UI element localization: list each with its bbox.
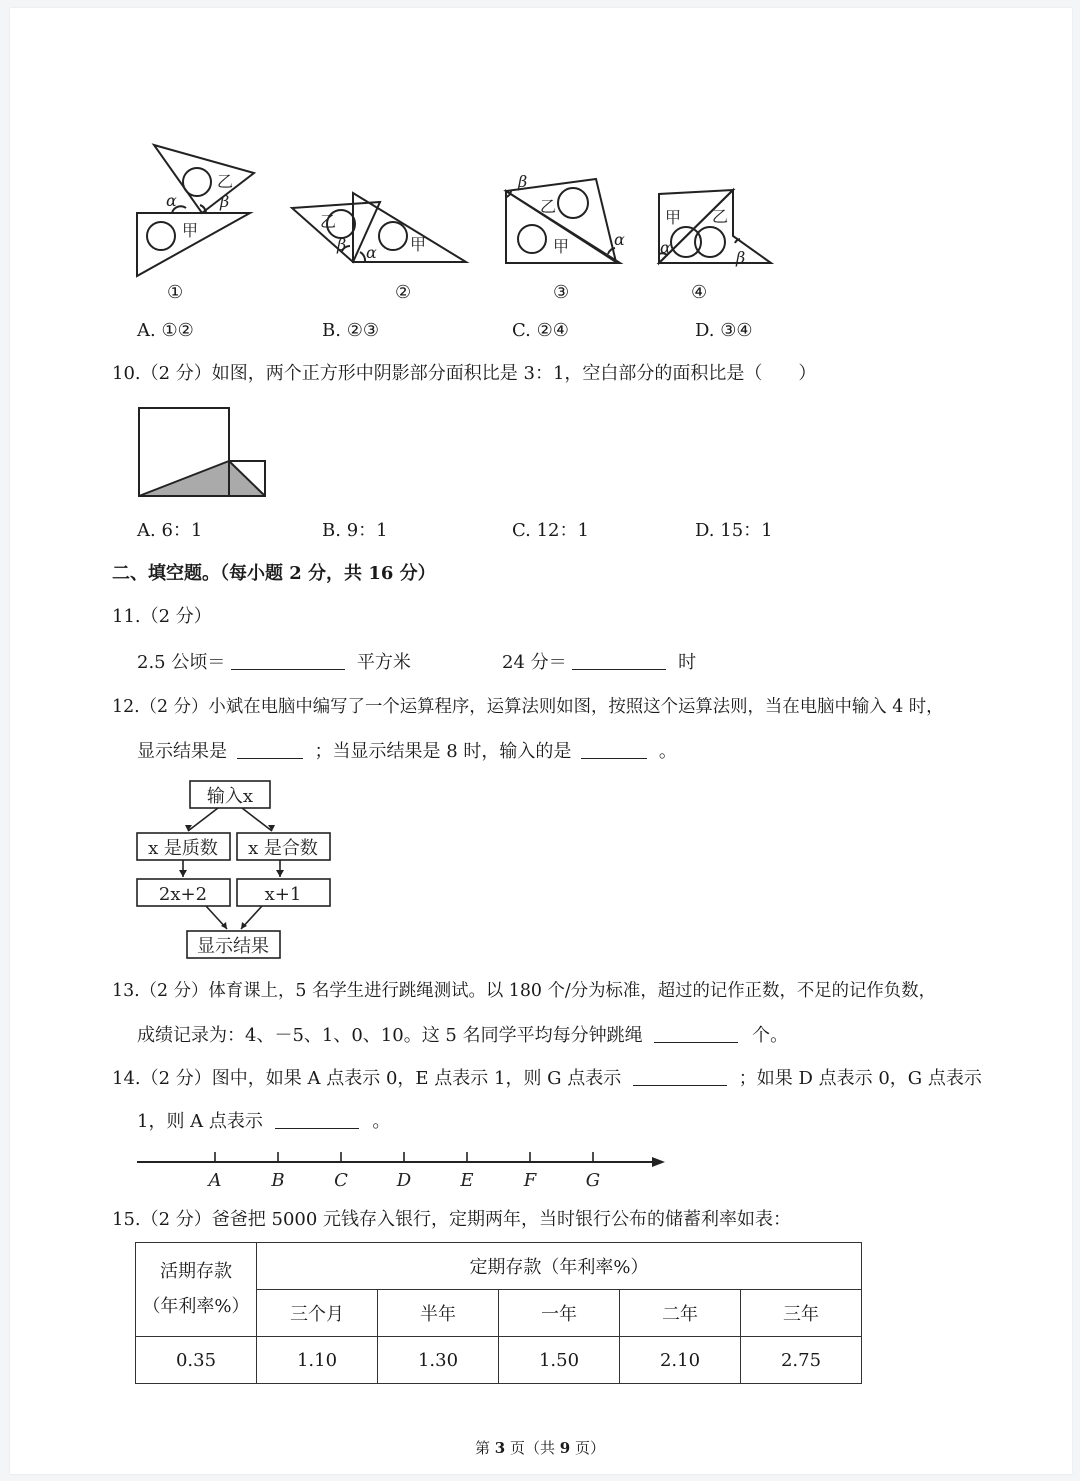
q10-option-b[interactable] xyxy=(322,522,388,540)
option-letter: D. xyxy=(695,320,715,341)
q12-line2-mid: ；当显示结果是 8 时，输入的是 xyxy=(314,741,572,762)
option-text: ②③ xyxy=(346,320,379,341)
q13-blank[interactable] xyxy=(654,1026,738,1043)
option-text: ①② xyxy=(161,320,194,341)
q12-line1: 12.（2 分）小斌在电脑中编写了一个运算程序，运算法则如图，按照这个运算法则，当在电脑中输入 4 时， xyxy=(112,697,944,717)
q12-line2 xyxy=(137,742,677,761)
q11-part1-unit: 平方米 xyxy=(356,652,411,673)
term-header: 三年 xyxy=(741,1290,862,1337)
term-header: 三个月 xyxy=(257,1290,378,1337)
number-line-point-label: C xyxy=(334,1170,348,1191)
q9-figure-4 xyxy=(659,190,771,267)
option-text: 6：1 xyxy=(161,520,203,541)
q13-line2 xyxy=(137,1026,788,1045)
q10-squares-figure xyxy=(135,404,270,501)
q9-option-a[interactable] xyxy=(137,322,194,340)
q11-part1-prefix: 2.5 公顷＝ xyxy=(137,652,226,673)
option-letter: A. xyxy=(137,520,156,541)
svg-text:乙: 乙 xyxy=(540,197,557,216)
option-letter: C. xyxy=(512,320,531,341)
footer-total-pages: 9 xyxy=(559,1439,571,1457)
q12-flowchart xyxy=(130,775,340,965)
q10-option-a[interactable] xyxy=(137,522,202,540)
q9-figure-label-1: ① xyxy=(167,282,184,303)
q11-part2-unit: 时 xyxy=(678,652,697,673)
number-line-point-label: D xyxy=(396,1170,412,1191)
q14-blank-1[interactable] xyxy=(633,1069,727,1086)
q9-option-d[interactable] xyxy=(695,322,753,340)
flow-op-composite: x+1 xyxy=(264,884,302,905)
q10-option-c[interactable] xyxy=(512,522,589,540)
flow-op-prime: 2x+2 xyxy=(158,884,208,905)
svg-text:α: α xyxy=(166,191,177,210)
term-header: 半年 xyxy=(378,1290,499,1337)
option-text: 12：1 xyxy=(536,520,589,541)
rate-cell: 1.50 xyxy=(499,1337,620,1384)
option-letter: A. xyxy=(137,320,156,341)
option-text: 9：1 xyxy=(346,520,388,541)
q10-option-d[interactable] xyxy=(695,522,773,540)
q9-option-c[interactable] xyxy=(512,322,569,340)
q15-stem: 15.（2 分）爸爸把 5000 元钱存入银行，定期两年，当时银行公布的储蓄利率如表： xyxy=(112,1209,792,1230)
q11-blank-1[interactable] xyxy=(231,653,345,670)
q14-line2 xyxy=(137,1112,390,1131)
q14-line1-mid: ；如果 D 点表示 0，G 点表示 xyxy=(738,1068,982,1089)
q13-line2-end: 个。 xyxy=(752,1025,789,1046)
q14-blank-2[interactable] xyxy=(275,1112,359,1129)
demand-header-line1: 活期存款 xyxy=(160,1261,232,1283)
flow-output: 显示结果 xyxy=(197,936,269,957)
svg-text:甲: 甲 xyxy=(665,208,682,227)
option-text: 15：1 xyxy=(720,520,773,541)
svg-text:β: β xyxy=(220,192,230,211)
number-line-point-label: A xyxy=(208,1170,222,1191)
svg-text:α: α xyxy=(614,230,625,249)
footer-suffix: 页） xyxy=(570,1439,605,1457)
option-text: ③④ xyxy=(720,320,753,341)
q11-part2-prefix: 24 分＝ xyxy=(502,652,567,673)
q12-line2-end: 。 xyxy=(658,741,677,762)
option-letter: C. xyxy=(512,520,531,541)
q9-figure-3 xyxy=(506,172,625,263)
term-header: 一年 xyxy=(499,1290,620,1337)
q12-blank-2[interactable] xyxy=(581,742,647,759)
q14-number-line xyxy=(135,1148,675,1193)
section-heading: 二、填空题。（每小题 2 分，共 16 分） xyxy=(112,563,436,584)
footer-prefix: 第 xyxy=(475,1439,495,1457)
svg-text:β: β xyxy=(337,235,347,254)
q11-blank-2[interactable] xyxy=(572,653,666,670)
footer-page-number: 3 xyxy=(494,1439,506,1457)
q11-stem: 11.（2 分） xyxy=(112,606,212,627)
q9-figure-label-2: ② xyxy=(395,282,412,303)
svg-text:β: β xyxy=(736,248,746,267)
svg-text:α: α xyxy=(660,238,671,257)
q13-line1: 13.（2 分）体育课上，5 名学生进行跳绳测试。以 180 个/分为标准，超过的记作正数，不足的记作负数， xyxy=(112,981,936,1001)
svg-text:α: α xyxy=(366,243,377,262)
interest-rate-table xyxy=(135,1242,862,1384)
q12-line2-prefix: 显示结果是 xyxy=(137,741,227,762)
q9-figure-1 xyxy=(137,145,254,276)
q13-line2-prefix: 成绩记录为：4、－5、1、0、10。这 5 名同学平均每分钟跳绳 xyxy=(137,1025,643,1046)
svg-text:β: β xyxy=(518,172,528,191)
q14-line1-prefix: 14.（2 分）图中，如果 A 点表示 0，E 点表示 1，则 G 点表示 xyxy=(112,1068,622,1089)
rate-cell: 1.30 xyxy=(378,1337,499,1384)
svg-text:乙: 乙 xyxy=(217,172,234,191)
number-line-point-label: B xyxy=(271,1170,285,1191)
option-text: ②④ xyxy=(536,320,569,341)
option-letter: B. xyxy=(322,320,341,341)
number-line-point-label: E xyxy=(460,1170,474,1191)
q9-figure-label-3: ③ xyxy=(553,282,570,303)
demand-rate-cell: 0.35 xyxy=(136,1337,257,1384)
rate-cell: 2.75 xyxy=(741,1337,862,1384)
term-header: 二年 xyxy=(620,1290,741,1337)
option-letter: B. xyxy=(322,520,341,541)
svg-text:甲: 甲 xyxy=(553,237,570,256)
q14-line1 xyxy=(112,1069,982,1088)
fixed-header-cell: 定期存款（年利率%） xyxy=(257,1243,862,1290)
svg-text:甲: 甲 xyxy=(182,221,199,240)
flow-input: 输入x xyxy=(206,786,254,807)
page-footer xyxy=(0,1437,1080,1458)
q11-part1 xyxy=(137,653,411,672)
q11-part2 xyxy=(502,653,696,672)
svg-text:乙: 乙 xyxy=(712,207,729,226)
flow-prime: x 是质数 xyxy=(148,838,218,859)
flow-composite: x 是合数 xyxy=(248,838,318,859)
q9-figure-label-4: ④ xyxy=(691,282,708,303)
q14-line2-prefix: 1，则 A 点表示 xyxy=(137,1111,263,1132)
q12-blank-1[interactable] xyxy=(237,742,303,759)
svg-text:乙: 乙 xyxy=(320,212,337,231)
option-letter: D. xyxy=(695,520,715,541)
number-line-point-label: G xyxy=(585,1170,601,1191)
q9-option-b[interactable] xyxy=(322,322,379,340)
q14-line2-end: 。 xyxy=(372,1111,391,1132)
q10-stem: 10.（2 分）如图，两个正方形中阴影部分面积比是 3：1，空白部分的面积比是（ ） xyxy=(112,363,817,384)
svg-text:甲: 甲 xyxy=(410,235,427,254)
rate-cell: 1.10 xyxy=(257,1337,378,1384)
demand-header-line2: （年利率%） xyxy=(142,1295,250,1317)
demand-header-cell xyxy=(136,1243,257,1337)
q9-figure-2 xyxy=(292,193,466,262)
rate-cell: 2.10 xyxy=(620,1337,741,1384)
footer-mid: 页（共 xyxy=(505,1439,560,1457)
number-line-point-label: F xyxy=(523,1170,537,1191)
